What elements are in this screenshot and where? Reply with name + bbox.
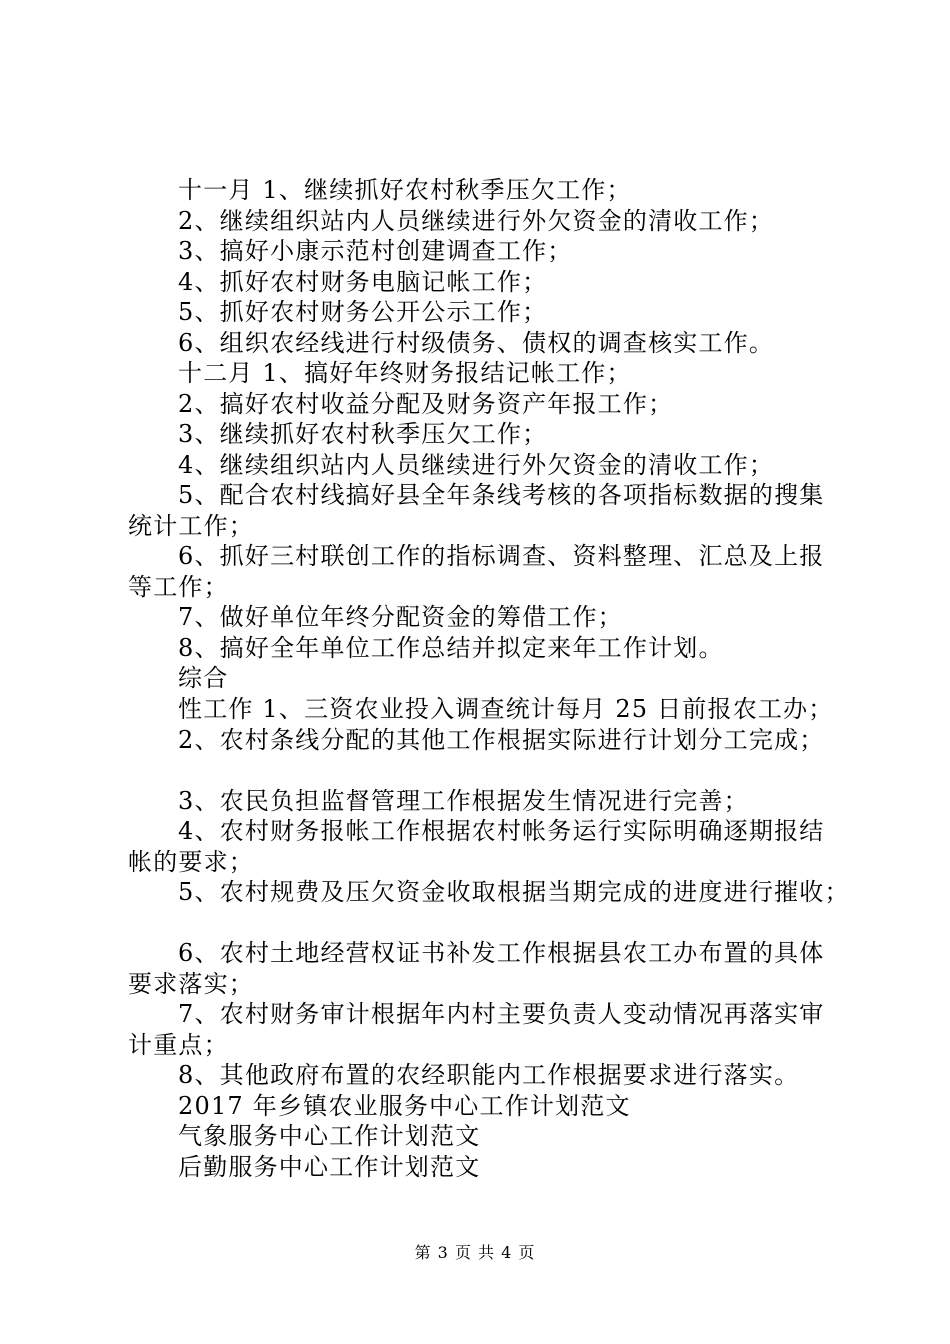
text-line: 3、搞好小康示范村创建调查工作； [178,237,573,265]
text-line: 2、农村条线分配的其他工作根据实际进行计划分工完成； [178,726,825,754]
text-line: 性工作 1、三资农业投入调查统计每月 25 日前报农工办； [178,695,834,723]
text-line: 十二月 1、搞好年终财务报结记帐工作； [178,359,632,387]
text-line: 2、继续组织站内人员继续进行外欠资金的清收工作； [178,207,775,235]
text-line: 4、抓好农村财务电脑记帐工作； [178,268,548,296]
text-line: 6、抓好三村联创工作的指标调查、资料整理、汇总及上报 [178,542,825,570]
text-line: 6、农村土地经营权证书补发工作根据县农工办布置的具体 [178,939,825,967]
text-line: 5、配合农村线搞好县全年条线考核的各项指标数据的搜集 [178,481,825,509]
text-line: 统计工作； [128,512,254,540]
text-line: 7、做好单位年终分配资金的筹借工作； [178,603,623,631]
page-number-footer: 第 3 页 共 4 页 [414,1243,536,1262]
text-line: 后勤服务中心工作计划范文 [178,1153,481,1181]
text-line: 8、其他政府布置的农经职能内工作根据要求进行落实。 [178,1061,800,1089]
text-line: 帐的要求； [128,848,254,876]
text-line: 3、继续抓好农村秋季压欠工作； [178,420,548,448]
text-line: 5、农村规费及压欠资金收取根据当期完成的进度进行摧收； [178,878,850,906]
text-line: 十一月 1、继续抓好农村秋季压欠工作； [178,176,632,204]
text-line: 8、搞好全年单位工作总结并拟定来年工作计划。 [178,634,724,662]
text-line: 7、农村财务审计根据年内村主要负责人变动情况再落实审 [178,1000,825,1028]
text-line: 4、继续组织站内人员继续进行外欠资金的清收工作； [178,451,775,479]
text-line: 4、农村财务报帐工作根据农村帐务运行实际明确逐期报结 [178,817,825,845]
text-line: 3、农民负担监督管理工作根据发生情况进行完善； [178,787,749,815]
text-line: 6、组织农经线进行村级债务、债权的调查核实工作。 [178,329,775,357]
text-line: 等工作； [128,573,229,601]
text-line: 2017 年乡镇农业服务中心工作计划范文 [178,1092,631,1120]
text-line: 要求落实； [128,970,254,998]
text-line: 气象服务中心工作计划范文 [178,1122,481,1150]
text-line: 2、搞好农村收益分配及财务资产年报工作； [178,390,674,418]
text-line: 计重点； [128,1031,229,1059]
text-line: 5、抓好农村财务公开公示工作； [178,298,548,326]
text-line: 综合 [178,664,229,692]
